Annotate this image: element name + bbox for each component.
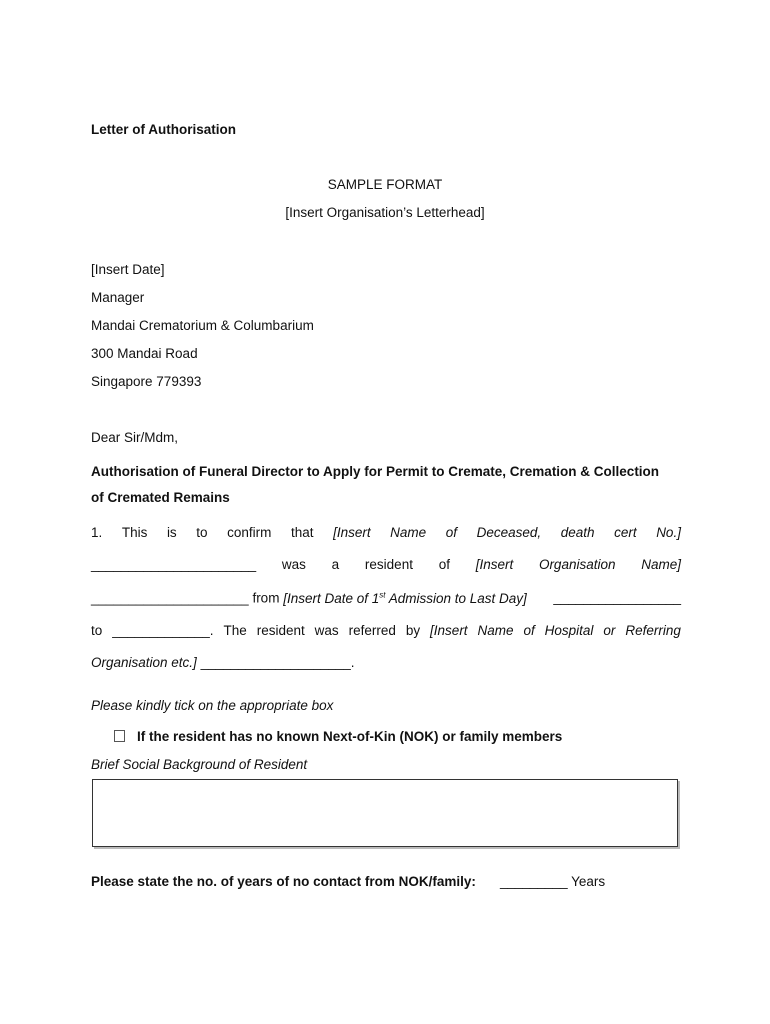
background-label: Brief Social Background of Resident <box>91 757 308 772</box>
recipient-title: Manager <box>91 290 145 305</box>
para-word: or <box>603 623 616 638</box>
paragraph-line-5 <box>91 655 355 670</box>
line3-left <box>91 590 527 606</box>
para-word: The <box>223 623 247 638</box>
para-word: Name] <box>641 557 681 572</box>
subject-line-2: of Cremated Remains <box>91 490 230 505</box>
years-unit: Years <box>571 874 606 889</box>
date-placeholder: [Insert Date] <box>91 262 165 277</box>
admission-text-2: Admission to Last Day] <box>388 590 527 606</box>
para-word: that <box>290 525 314 540</box>
para-word: to <box>91 623 103 638</box>
address-street: 300 Mandai Road <box>91 346 198 361</box>
para-word: was <box>314 623 339 638</box>
para-word: of <box>445 525 458 540</box>
para-word: Name <box>477 623 514 638</box>
blank-line: _____________. <box>112 623 214 638</box>
subject-line-1 <box>91 464 681 479</box>
para-word: from <box>252 590 280 606</box>
blank-line: _____________________ <box>91 590 249 606</box>
para-word: No.] <box>656 525 681 540</box>
blank-line: ______________________ <box>91 557 257 572</box>
para-word: [Insert <box>475 557 514 572</box>
subject-text: Authorisation of Funeral Director to Apply for Permit to Cremate, Cremation & Collection <box>91 464 660 479</box>
salutation: Dear Sir/Mdm, <box>91 430 179 445</box>
paragraph-line-3 <box>91 590 681 606</box>
blank-line: _________________ <box>553 590 681 605</box>
paragraph-line-1 <box>91 525 681 540</box>
para-word: was <box>281 557 306 572</box>
para-word: Organisation etc.] <box>91 655 197 670</box>
para-word: confirm <box>227 525 272 540</box>
para-word: referred <box>348 623 396 638</box>
years-field[interactable] <box>500 874 605 889</box>
para-word: resident <box>256 623 305 638</box>
para-word: Name <box>390 525 427 540</box>
para-word: by <box>405 623 421 638</box>
blank-line: ____________________. <box>200 655 355 670</box>
no-nok-option[interactable] <box>114 729 562 744</box>
checkbox[interactable] <box>114 730 125 742</box>
admission-placeholder <box>283 591 527 606</box>
paragraph-line-2 <box>91 557 681 572</box>
para-word: Organisation <box>538 557 616 572</box>
para-word: cert <box>614 525 637 540</box>
para-word: Referring <box>625 623 681 638</box>
para-word: [Insert <box>430 623 468 638</box>
para-word: to <box>196 525 208 540</box>
social-background-textbox[interactable] <box>92 779 678 847</box>
para-word: of <box>523 623 535 638</box>
letterhead-placeholder: [Insert Organisation’s Letterhead] <box>285 205 485 220</box>
tick-instruction: Please kindly tick on the appropriate box <box>91 698 334 713</box>
checkbox-label: If the resident has no known Next-of-Kin (NOK) or family members <box>137 729 563 744</box>
address-city: Singapore 779393 <box>91 374 202 389</box>
para-word: resident <box>364 557 413 572</box>
para-word: is <box>166 525 177 540</box>
para-word: Hospital <box>544 623 594 638</box>
para-word: of <box>438 557 450 572</box>
admission-text: [Insert Date of 1 <box>283 590 380 606</box>
letter-heading: Letter of Authorisation <box>91 122 236 137</box>
recipient-organisation: Mandai Crematorium & Columbarium <box>91 318 314 333</box>
para-word: 1. <box>91 525 103 540</box>
para-word: death <box>560 525 595 540</box>
ordinal-suffix: st <box>379 590 386 599</box>
years-label: Please state the no. of years of no contact from NOK/family: <box>91 874 476 889</box>
years-blank: _________ <box>500 874 568 889</box>
para-word: Deceased, <box>476 525 542 540</box>
para-word: [Insert <box>333 525 371 540</box>
para-word: This <box>121 525 148 540</box>
sample-format-title: SAMPLE FORMAT <box>327 177 443 192</box>
paragraph-line-4 <box>91 623 681 638</box>
para-word: a <box>331 557 340 572</box>
